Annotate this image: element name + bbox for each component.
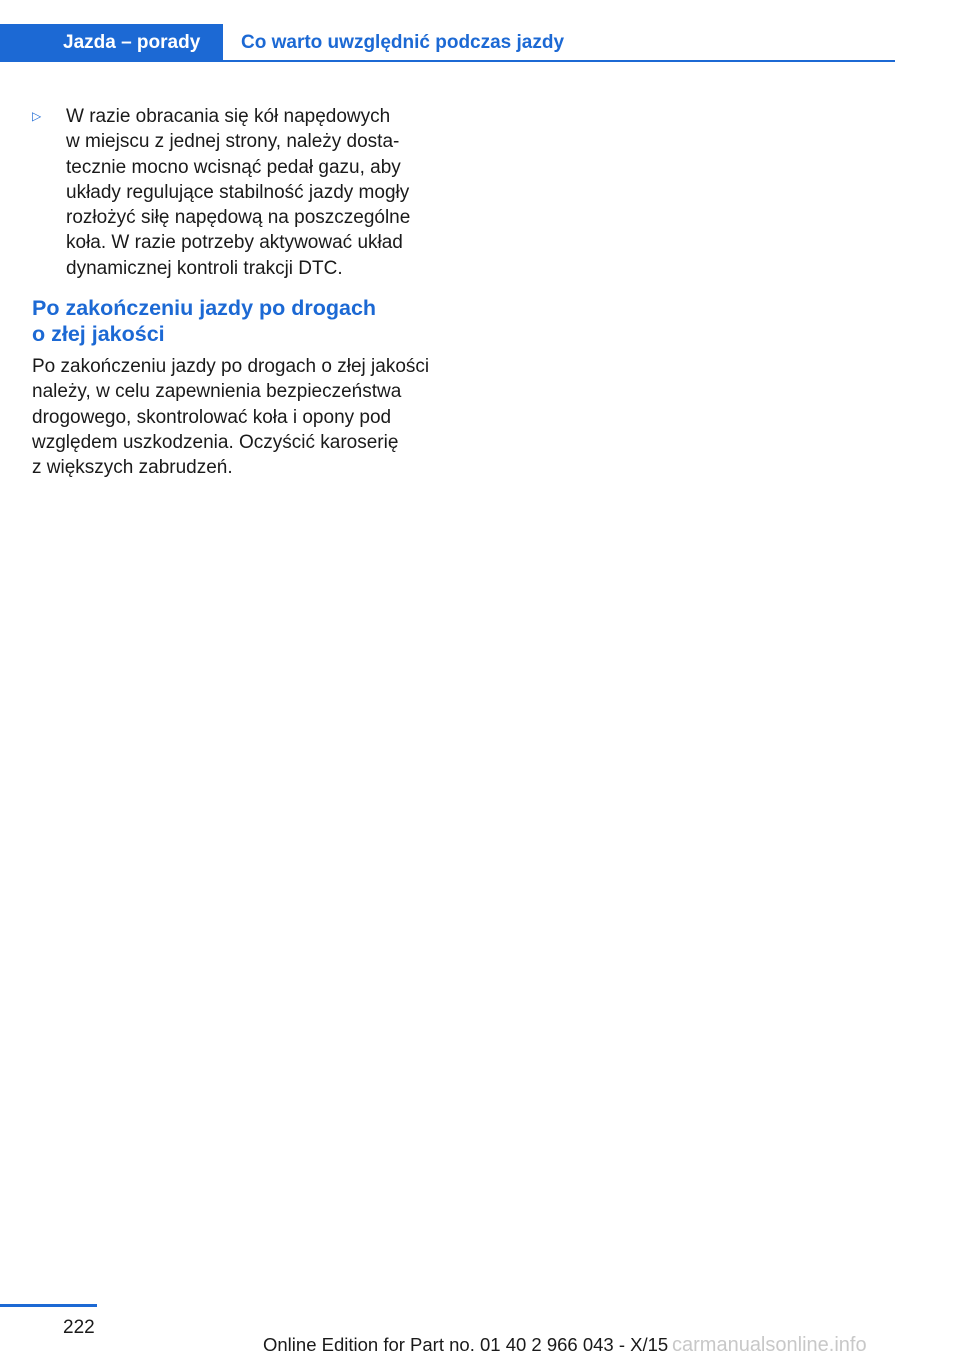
- footer-rule: [0, 1304, 97, 1307]
- body-line: z większych zabrudzeń.: [32, 457, 233, 479]
- page-number: 222: [63, 1317, 95, 1338]
- header-rule: [223, 60, 895, 62]
- watermark: carmanualsonline.info: [672, 1334, 867, 1356]
- body-line: drogowego, skontrolować koła i opony pod: [32, 406, 392, 428]
- page-content: [32, 104, 462, 481]
- body-line: należy, w celu zapewnienia bezpieczeństwa: [32, 381, 402, 403]
- chapter-title: Co warto uwzględnić podczas jazdy: [241, 32, 565, 53]
- body-line: Po zakończeniu jazdy po drogach o złej jakości: [32, 356, 430, 378]
- section-body: [32, 354, 462, 480]
- edition-info: Online Edition for Part no. 01 40 2 966 043 - X/15: [263, 1334, 669, 1355]
- bullet-line: koła. W razie potrzeby aktywować układ: [66, 232, 403, 254]
- page-header: [0, 24, 895, 62]
- bullet-line: dynamicznej kontroli trakcji DTC.: [66, 257, 343, 279]
- heading-line: o złej jakości: [32, 321, 165, 346]
- section-heading: [32, 296, 462, 347]
- bullet-line: rozłożyć siłę napędową na poszczególne: [66, 207, 411, 229]
- body-line: względem uszkodzenia. Oczyścić karoserię: [32, 431, 399, 453]
- section-tab: Jazda – porady: [0, 24, 223, 62]
- bullet-line: tecznie mocno wcisnąć pedał gazu, aby: [66, 156, 401, 178]
- bullet-item: [32, 104, 462, 281]
- bullet-line: w miejscu z jednej strony, należy dosta-: [66, 131, 400, 153]
- bullet-line: układy regulujące stabilność jazdy mogły: [66, 181, 410, 203]
- bullet-line: W razie obracania się kół napędowych: [66, 106, 391, 127]
- triangle-bullet-icon: ▷: [32, 109, 42, 123]
- heading-line: Po zakończeniu jazdy po drogach: [32, 296, 377, 321]
